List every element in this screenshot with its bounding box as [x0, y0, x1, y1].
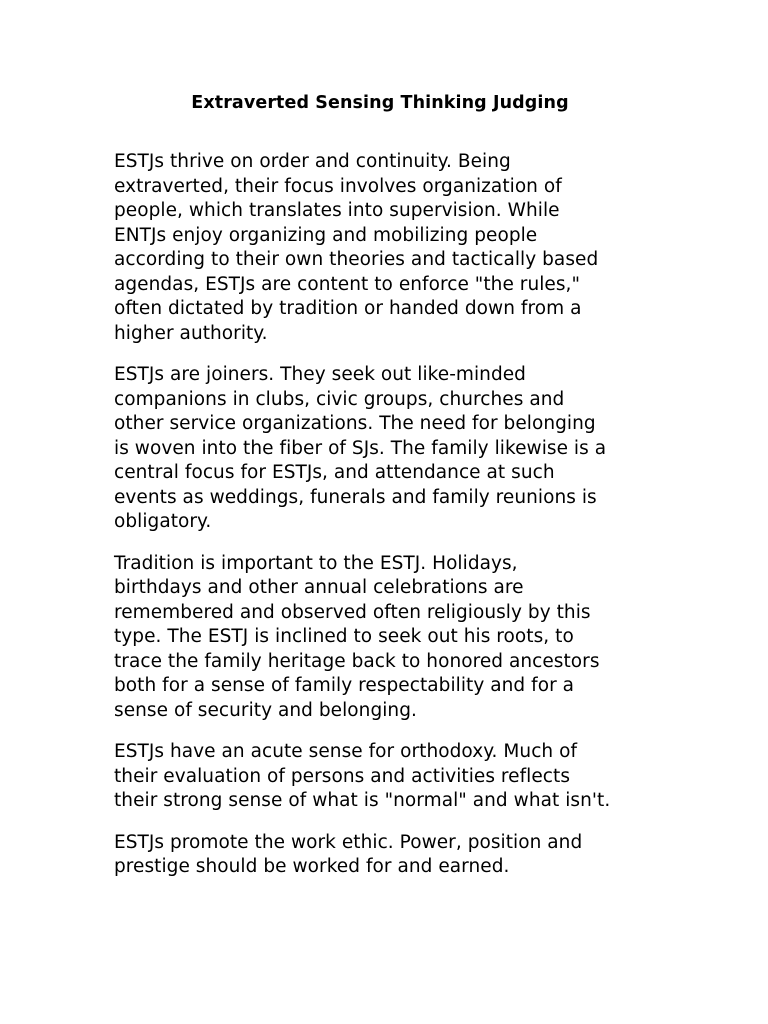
paragraph-tradition: Tradition is important to the ESTJ. Holidays, birthdays and other annual celebrations are remembered and observed often religiously by this type. The ESTJ is inclined to seek out his roots, to trace the family heritage back to honored ancestors both for a sense of family respectability and for a sense of security and belonging. [114, 552, 600, 721]
document-body [114, 150, 674, 897]
paragraph-order-and-continuity: ESTJs thrive on order and continuity. Being extraverted, their focus involves organization of people, which translates into supervision. While ENTJs enjoy organizing and mobilizing people according to their own theories and tactically based agendas, ESTJs are content to enforce "the rules," often dictated by tradition or handed down from a higher authority. [114, 151, 599, 344]
paragraph-work-ethic: ESTJs promote the work ethic. Power, position and prestige should be worked for and earned. [114, 831, 583, 877]
document-title: Extraverted Sensing Thinking Judging [191, 93, 569, 113]
paragraph-orthodoxy: ESTJs have an acute sense for orthodoxy. Much of their evaluation of persons and activities reflects their strong sense of what is "normal" and what isn't. [114, 741, 611, 811]
paragraph-joiners: ESTJs are joiners. They seek out like-minded companions in clubs, civic groups, churches and other service organizations. The need for belonging is woven into the fiber of SJs. The family likewise is a central focus for ESTJs, and attendance at such events as weddings, funerals and family reunions is obligatory. [114, 364, 607, 532]
